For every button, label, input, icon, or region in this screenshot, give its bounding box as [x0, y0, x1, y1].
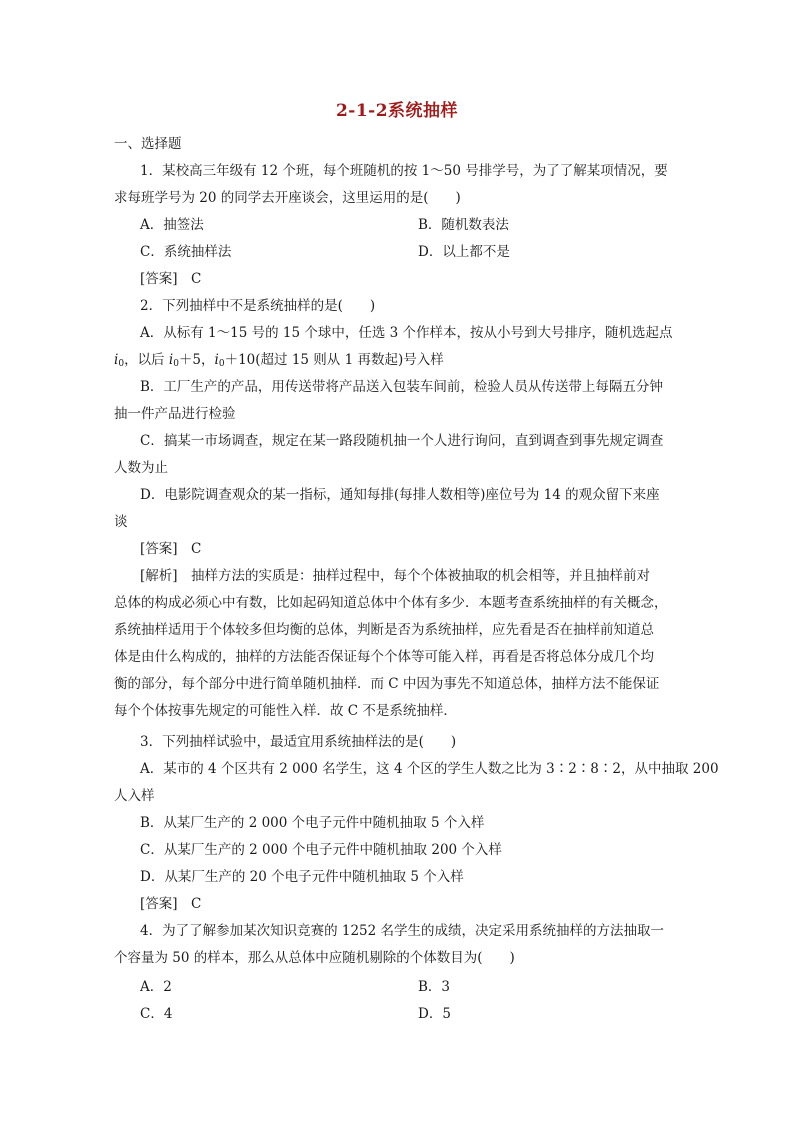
document-title: 2-1-2系统抽样: [335, 101, 459, 121]
q2-explanation-line-4: 体是由什么构成的，抽样的方法能否保证每个个体等可能入样，再看是否将总体分成几个均: [114, 649, 654, 665]
q2-stem: 2．下列抽样中不是系统抽样的是( ): [140, 298, 376, 314]
q3-answer: [答案] C: [140, 896, 202, 912]
q4-option-b: B．3: [418, 979, 451, 995]
q1-option-b: B．随机数表法: [418, 217, 509, 233]
q2-option-a-line-1: A．从标有 1～15 号的 15 个球中，任选 3 个作样本，按从小号到大号排序，随机选起点: [140, 325, 673, 341]
q1-stem-line-1: 1．某校高三年级有 12 个班，每个班随机的按 1～50 号排学号，为了了解某项情况，要: [140, 163, 668, 179]
q3-option-a-line-2: 人入样: [114, 788, 155, 804]
q2-explanation-line-3: 系统抽样适用于个体较多但均衡的总体，判断是否为系统抽样，应先看是否在抽样前知道总: [114, 622, 654, 638]
q2-option-d-line-1: D．电影院调查观众的某一指标，通知每排(每排人数相等)座位号为 14 的观众留下来座: [140, 487, 660, 503]
q2-option-a-line-2: [114, 350, 684, 374]
sub-0: 0: [118, 359, 125, 369]
q3-option-a-line-1: A．某市的 4 个区共有 2 000 名学生，这 4 个区的学生人数之比为 3∶2∶8∶2，从中抽取 200: [140, 761, 719, 777]
q4-option-d: D．5: [418, 1006, 451, 1022]
var-i: i: [168, 352, 174, 368]
q4-stem-line-2: 个容量为 50 的样本，那么从总体中应随机剔除的个体数目为( ): [114, 950, 515, 966]
q1-option-a: A．抽签法: [140, 217, 204, 233]
var-i: i: [214, 352, 219, 368]
var-i: i: [114, 352, 119, 368]
q2-a-text-2: ＋5，: [178, 352, 215, 368]
q2-explanation-line-5: 衡的部分，每个部分中进行简单随机抽样．而 C 中因为事先不知道总体，抽样方法不能保证: [114, 676, 660, 692]
q1-option-d: D．以上都不是: [418, 244, 510, 260]
q4-stem-line-1: 4．为了了解参加某次知识竞赛的 1252 名学生的成绩，决定采用系统抽样的方法抽取一: [140, 923, 665, 939]
q3-option-c: C．从某厂生产的 2 000 个电子元件中随机抽取 200 个入样: [140, 842, 502, 858]
q3-option-d: D．从某厂生产的 20 个电子元件中随机抽取 5 个入样: [140, 869, 464, 885]
q2-explanation-line-1: [解析] 抽样方法的实质是：抽样过程中，每个个体被抽取的机会相等，并且抽样前对: [140, 568, 651, 584]
q2-option-c-line-1: C．搞某一市场调查，规定在某一路段随机抽一个人进行询问，直到调查到事先规定调查: [140, 433, 664, 449]
q4-option-a: A．2: [140, 979, 172, 995]
q1-answer: [答案] C: [140, 271, 202, 287]
q3-option-b: B．从某厂生产的 2 000 个电子元件中随机抽取 5 个入样: [140, 815, 485, 831]
q2-option-b-line-2: 抽一件产品进行检验: [114, 406, 236, 422]
q2-a-text-3: ＋10(超过 15 则从 1 再数起)号入样: [224, 352, 444, 368]
q3-stem: 3．下列抽样试验中，最适宜用系统抽样法的是( ): [140, 734, 457, 750]
q2-option-c-line-2: 人数为止: [114, 460, 168, 476]
sub-0: 0: [173, 359, 179, 369]
section-heading: 一、选择题: [114, 136, 182, 152]
q2-explanation-line-2: 总体的构成必须心中有数，比如起码知道总体中个体有多少．本题考查系统抽样的有关概念，: [114, 595, 668, 611]
q2-explanation-line-6: 每个个体按事先规定的可能性入样．故 C 不是系统抽样．: [114, 703, 457, 719]
q2-a-text-1: ，以后: [124, 352, 169, 368]
q1-option-c: C．系统抽样法: [140, 244, 232, 260]
q4-option-c: C．4: [140, 1006, 173, 1022]
q1-stem-line-2: 求每班学号为 20 的同学去开座谈会，这里运用的是( ): [114, 190, 461, 206]
q2-answer: [答案] C: [140, 541, 202, 557]
q2-option-d-line-2: 谈: [114, 514, 128, 530]
sub-0: 0: [218, 359, 225, 369]
q2-option-b-line-1: B．工厂生产的产品，用传送带将产品送入包装车间前，检验人员从传送带上每隔五分钟: [140, 379, 663, 395]
